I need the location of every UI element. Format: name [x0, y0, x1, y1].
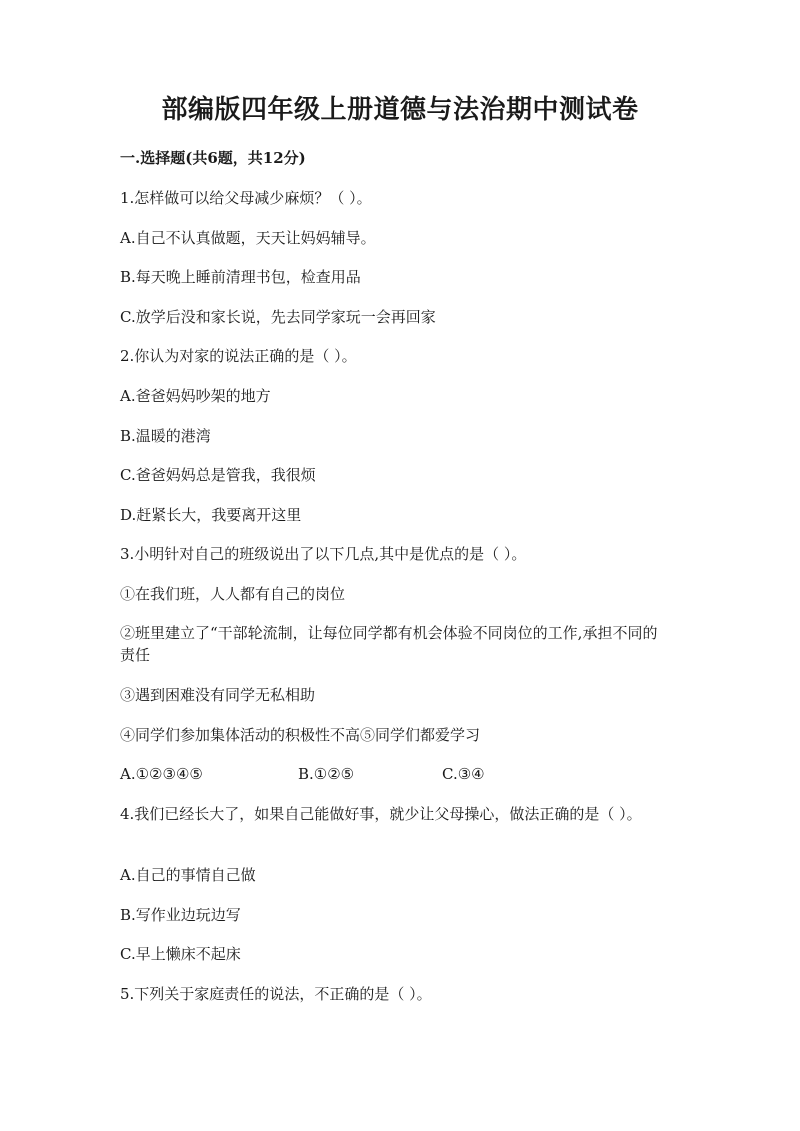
- question-3-statement-2: ②班里建立了“干部轮流制，让每位同学都有机会体验不同岗位的工作,承担不同的责任: [120, 624, 658, 664]
- question-4-option-b: B.写作业边玩边写: [120, 906, 241, 924]
- question-3-stem: 3.小明针对自己的班级说出了以下几点,其中是优点的是（ ）。: [120, 545, 527, 563]
- question-2-option-b: B.温暖的港湾: [120, 427, 211, 445]
- question-1-stem: 1.怎样做可以给父母减少麻烦？（ ）。: [120, 189, 372, 207]
- question-4-stem: 4.我们已经长大了，如果自己能做好事，就少让父母操心，做法正确的是（ ）。: [120, 805, 642, 823]
- question-1-option-b: B.每天晚上睡前清理书包，检查用品: [120, 268, 361, 286]
- question-2-stem: 2.你认为对家的说法正确的是（ ）。: [120, 347, 357, 365]
- question-2-option-a: A.爸爸妈妈吵架的地方: [120, 387, 271, 405]
- question-2-option-d: D.赶紧长大，我要离开这里: [120, 506, 302, 524]
- section-heading: 一.选择题(共6题，共12分): [120, 149, 306, 167]
- question-4-option-c: C.早上懒床不起床: [120, 945, 241, 963]
- page-title: 部编版四年级上册道德与法治期中测试卷: [161, 95, 639, 125]
- question-2-option-c: C.爸爸妈妈总是管我，我很烦: [120, 466, 316, 484]
- question-4-option-a: A.自己的事情自己做: [120, 866, 256, 884]
- question-3-statement-3: ③遇到困难没有同学无私相助: [120, 686, 316, 704]
- question-3-option-b: B.①②⑤: [298, 765, 355, 783]
- question-1-option-c: C.放学后没和家长说，先去同学家玩一会再回家: [120, 308, 436, 326]
- question-3-option-c: C.③④: [442, 765, 485, 783]
- question-3-option-a: A.①②③④⑤: [120, 765, 203, 783]
- question-3-statement-1: ①在我们班，人人都有自己的岗位: [120, 585, 346, 603]
- question-3-statement-4: ④同学们参加集体活动的积极性不高⑤同学们都爱学习: [120, 726, 481, 744]
- question-5-stem: 5.下列关于家庭责任的说法，不正确的是（ ）。: [120, 985, 432, 1003]
- question-1-option-a: A.自己不认真做题，天天让妈妈辅导。: [120, 229, 376, 247]
